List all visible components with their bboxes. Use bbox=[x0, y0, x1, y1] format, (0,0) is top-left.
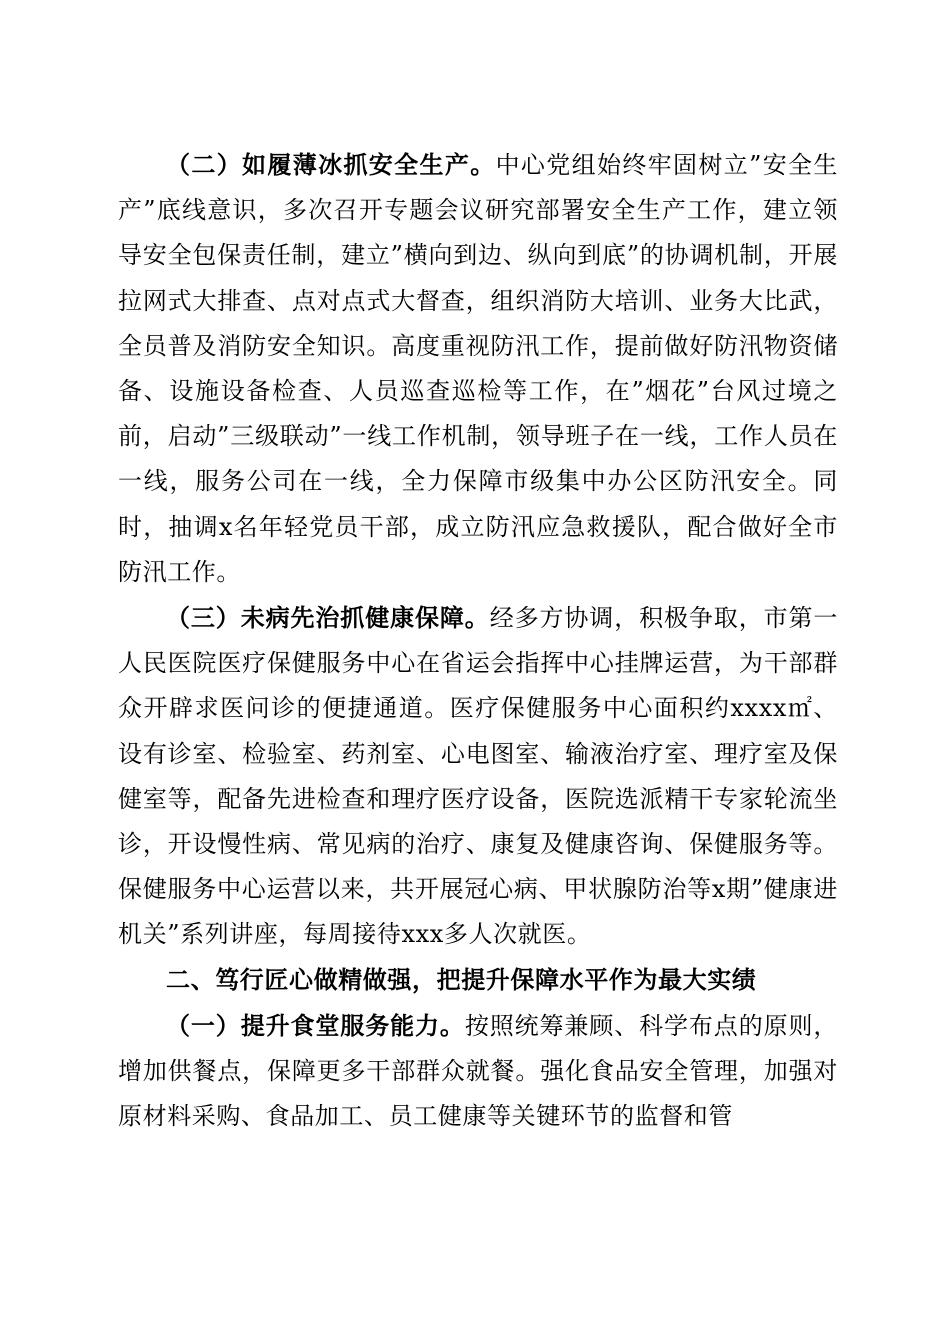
paragraph-lead: （二）如履薄冰抓安全生产。 bbox=[166, 150, 496, 179]
paragraph-canteen-service bbox=[118, 1003, 838, 1140]
paragraph-lead: （三）未病先治抓健康保障。 bbox=[166, 603, 490, 633]
paragraph-text: 按照统筹兼顾、科学布点的原则，增加供餐点，保障更多干部群众就餐。强化食品安全管理，加强对原材料采购、食品加工、员工健康等关键环节的监督和管 bbox=[118, 1011, 839, 1131]
document-body bbox=[118, 142, 838, 1139]
paragraph-health-protection bbox=[118, 595, 838, 958]
section-heading: 二、笃行匠心做精做强，把提升保障水平作为最大实绩 bbox=[166, 965, 757, 994]
paragraph-text: 经多方协调，积极争取，市第一人民医院医疗保健服务中心在省运会指挥中心挂牌运营，为干部群众开辟求医问诊的便捷通道。医疗保健服务中心面积约xxxx㎡、设有诊室、检验室、药剂室、心电图室、输液治疗室、理疗室及保健室等，配备先进检查和理疗医疗设备，医院选派精干专家轮流坐诊，开设慢性病、常见病的治疗、康复及健康咨询、保健服务等。保健服务中心运营以来，共开展冠心病、甲状腺防治等x期”健康进机关”系列讲座，每周接待xxx多人次就医。 bbox=[118, 604, 838, 949]
paragraph-safety-production bbox=[118, 142, 838, 595]
paragraph-lead: （一）提升食堂服务能力。 bbox=[166, 1010, 465, 1040]
paragraph-text: 中心党组始终牢固树立”安全生产”底线意识，多次召开专题会议研究部署安全生产工作，建立领导安全包保责任制，建立”横向到边、纵向到底”的协调机制，开展拉网式大排查、点对点式大督查，组织消防大培训、业务大比武，全员普及消防安全知识。高度重视防汛工作，提前做好防汛物资储备、设施设备检查、人员巡查巡检等工作，在”烟花”台风过境之前，启动”三级联动”一线工作机制，领导班子在一线，工作人员在一线，服务公司在一线，全力保障市级集中办公区防汛安全。同时，抽调x名年轻党员干部，成立防汛应急救援队，配合做好全市防汛工作。 bbox=[118, 151, 838, 586]
